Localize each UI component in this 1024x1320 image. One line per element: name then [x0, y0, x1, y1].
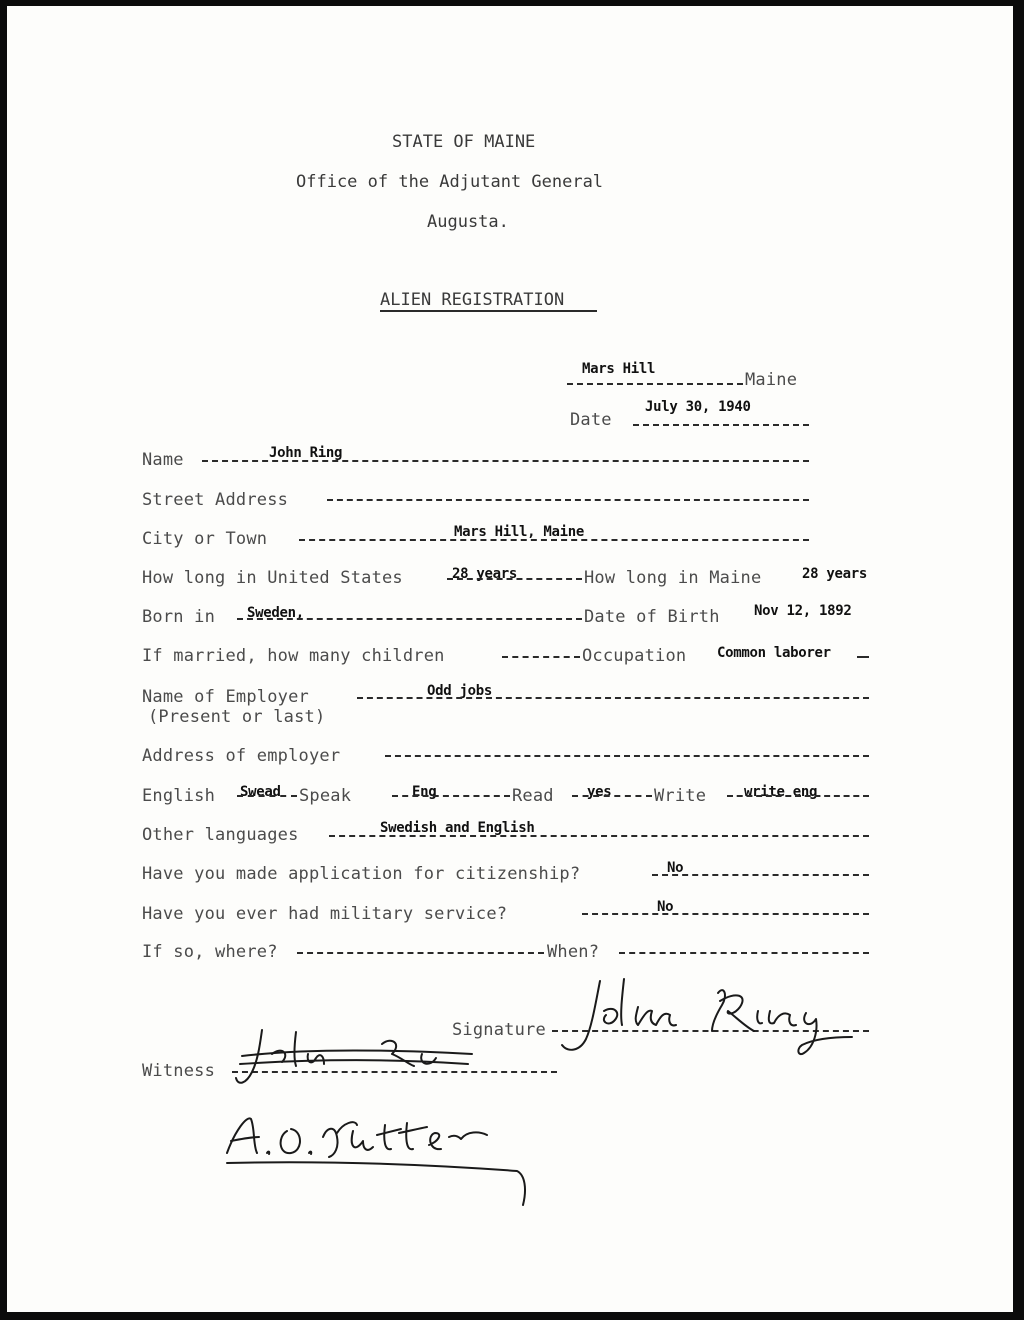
- read-value: yes: [587, 784, 612, 800]
- other-languages-value: Swedish and English: [380, 820, 535, 836]
- if-so-where-label: If so, where?: [142, 942, 278, 962]
- name-value: John Ring: [269, 445, 343, 461]
- occupation-value: Common laborer: [717, 645, 831, 661]
- how-long-maine-value: 28 years: [802, 566, 868, 582]
- occupation-label: Occupation: [582, 646, 687, 666]
- city-town-value: Mars Hill, Maine: [454, 524, 585, 540]
- military-value: No: [657, 899, 674, 915]
- born-in-value: Sweden,: [247, 605, 304, 621]
- street-address-line: [327, 499, 809, 501]
- date-line: [633, 424, 809, 426]
- write-line: [727, 795, 869, 797]
- city-town-label: City or Town: [142, 529, 268, 549]
- english-label: English: [142, 786, 216, 806]
- signature-label: Signature: [452, 1020, 546, 1040]
- name-label: Name: [142, 450, 184, 470]
- if-so-where-line: [297, 952, 544, 954]
- form-title: ALIEN REGISTRATION: [380, 290, 565, 310]
- witness-signature: [217, 1101, 537, 1211]
- born-in-label: Born in: [142, 607, 216, 627]
- speak-value: Eng: [412, 784, 437, 800]
- city-town-line: [299, 539, 809, 541]
- date-label: Date: [570, 410, 612, 430]
- how-long-us-line: [447, 578, 582, 580]
- form-title-underline: [380, 310, 597, 312]
- english-line: [237, 795, 297, 797]
- occupation-line: [857, 656, 869, 658]
- english-value: Swead: [240, 784, 281, 800]
- location-town-line: [567, 383, 743, 385]
- military-line: [582, 913, 869, 915]
- office-heading: Office of the Adjutant General: [296, 172, 604, 192]
- military-label: Have you ever had military service?: [142, 904, 508, 924]
- read-line: [572, 795, 652, 797]
- employer-line: [357, 697, 869, 699]
- employer-label: Name of Employer: [142, 687, 309, 707]
- date-value: July 30, 1940: [645, 399, 751, 415]
- how-long-maine-label: How long in Maine: [584, 568, 762, 588]
- speak-label: Speak: [299, 786, 352, 806]
- applicant-signature: [552, 971, 872, 1061]
- how-long-us-label: How long in United States: [142, 568, 403, 588]
- registration-form-page: [7, 6, 1013, 1312]
- employer-value: Odd jobs: [427, 683, 493, 699]
- date-of-birth-value: Nov 12, 1892: [754, 603, 852, 619]
- location-state-suffix: Maine: [745, 370, 798, 390]
- location-town-value: Mars Hill: [582, 361, 656, 377]
- employer-address-line: [385, 755, 869, 757]
- street-address-label: Street Address: [142, 490, 289, 510]
- employer-address-label: Address of employer: [142, 746, 341, 766]
- other-languages-line: [329, 835, 869, 837]
- city-heading: Augusta.: [427, 212, 509, 232]
- witness-crossed-out-signature: [232, 1024, 472, 1094]
- citizenship-label: Have you made application for citizenship?: [142, 864, 581, 884]
- write-label: Write: [654, 786, 707, 806]
- write-value: write eng: [744, 784, 818, 800]
- witness-label: Witness: [142, 1061, 216, 1081]
- other-languages-label: Other languages: [142, 825, 299, 845]
- speak-line: [392, 795, 510, 797]
- when-line: [619, 952, 869, 954]
- citizenship-line: [652, 874, 869, 876]
- when-label: When?: [547, 942, 600, 962]
- read-label: Read: [512, 786, 554, 806]
- state-heading: STATE OF MAINE: [392, 132, 536, 152]
- born-in-line: [237, 618, 582, 620]
- children-label: If married, how many children: [142, 646, 445, 666]
- employer-sublabel: (Present or last): [148, 707, 326, 727]
- citizenship-value: No: [667, 860, 684, 876]
- date-of-birth-label: Date of Birth: [584, 607, 720, 627]
- how-long-us-value: 28 years: [452, 566, 518, 582]
- children-line: [502, 656, 580, 658]
- name-line: [202, 460, 809, 462]
